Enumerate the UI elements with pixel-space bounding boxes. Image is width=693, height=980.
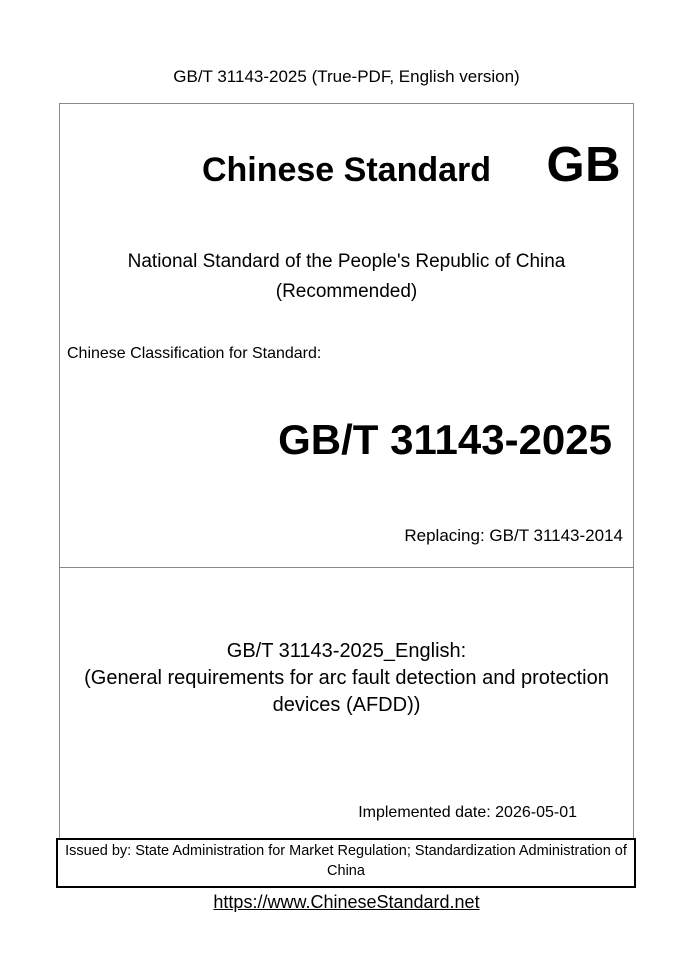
national-standard-line: National Standard of the People's Republic of China xyxy=(127,251,566,272)
footer-row xyxy=(0,890,693,914)
standard-code: GB/T 31143-2025 xyxy=(278,416,612,463)
recommended-line: (Recommended) xyxy=(275,281,418,302)
english-subtitle: (General requirements for arc fault detection and protection devices (AFDD)) xyxy=(84,667,609,716)
cover-box xyxy=(59,103,634,838)
issued-by-box xyxy=(56,838,636,888)
classification-label: Chinese Classification for Standard: xyxy=(67,345,322,362)
footer-link[interactable]: https://www.ChineseStandard.net xyxy=(213,892,480,912)
section-divider xyxy=(60,567,633,568)
english-title: GB/T 31143-2025_English: xyxy=(226,640,467,662)
replacing-note: Replacing: GB/T 31143-2014 xyxy=(404,526,623,545)
brand-title: Chinese Standard xyxy=(201,151,492,189)
english-title-block xyxy=(60,638,633,719)
page-header-title: GB/T 31143-2025 (True-PDF, English version) xyxy=(173,67,520,86)
national-standard-block xyxy=(60,247,633,307)
gb-logo: GB xyxy=(546,138,621,192)
issued-by-text: Issued by: State Administration for Market Regulation; Standardization Administration of China xyxy=(65,843,627,879)
implemented-date: Implemented date: 2026-05-01 xyxy=(358,804,577,821)
